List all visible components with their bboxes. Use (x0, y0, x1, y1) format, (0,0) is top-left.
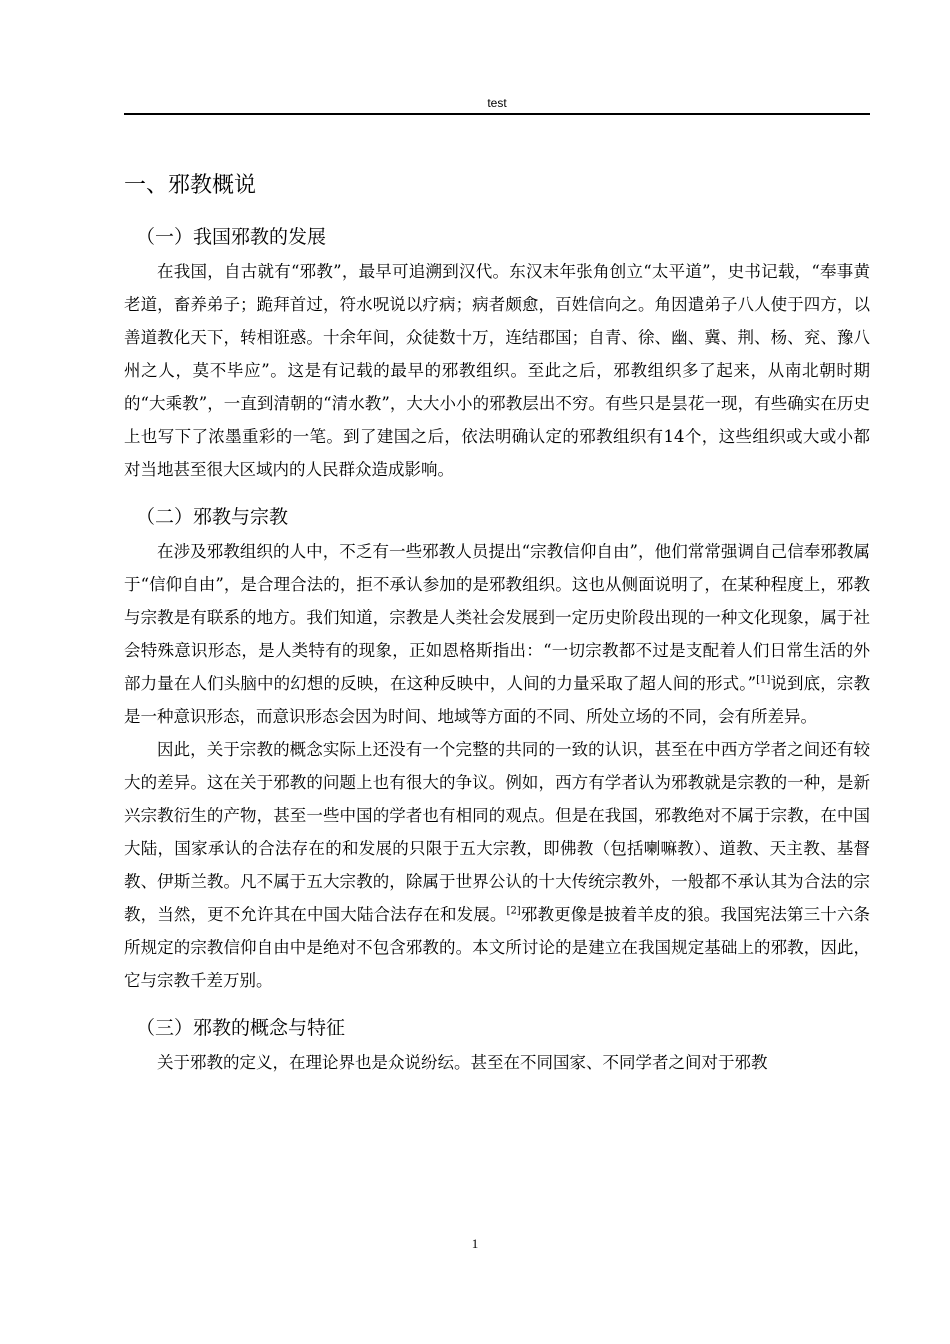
paragraph-concept: 关于邪教的定义，在理论界也是众说纷纭。甚至在不同国家、不同学者之间对于邪教 (157, 1053, 768, 1072)
footnote-ref-2[interactable]: [2] (506, 905, 521, 917)
document-body (124, 166, 870, 1079)
paragraph-text: 因此，关于宗教的概念实际上还没有一个完整的共同的一致的认识，甚至在中西方学者之间还有较大的差异。这在关于邪教的问题上也有很大的争议。例如，西方有学者认为邪教就是宗教的一种，是新兴宗教衍生的产物，甚至一些中国的学者也有相同的观点。但是在我国，邪教绝对不属于宗教，在中国大陆，国家承认的合法存在的和发展的只限于五大宗教，即佛教（包括喇嘛教）、道教、天主教、基督教、伊斯兰教。凡不属于五大宗教的，除属于世界公认的十大传统宗教外，一般都不承认其为合法的宗教，当然，更不允许其在中国大陆合法存在和发展。 (124, 740, 870, 924)
subsection-heading-development: （一）我国邪教的发展 (136, 226, 327, 248)
header-divider (124, 113, 870, 115)
section-heading: 一、邪教概说 (124, 173, 257, 198)
paragraph-religion-2 (124, 733, 870, 997)
paragraph-text: 在涉及邪教组织的人中，不乏有一些邪教人员提出“宗教信仰自由”，他们常常强调自己信奉邪教属于“信仰自由”，是合理合法的，拒不承认参加的是邪教组织。这也从侧面说明了，在某种程度上，邪教与宗教是有联系的地方。我们知道，宗教是人类社会发展到一定历史阶段出现的一种文化现象，属于社会特殊意识形态，是人类特有的现象，正如恩格斯指出：“一切宗教都不过是支配着人们日常生活的外部力量在人们头脑中的幻想的反映，在这种反映中，人间的力量采取了超人间的形式。” (124, 542, 870, 693)
footnote-ref-1[interactable]: [1] (756, 674, 771, 686)
paragraph-text: 说到底，宗教是一种意识形态，而意识形态会因为时间、地域等方面的不同、所处立场的不同，会有所差异。 (124, 674, 871, 726)
page-header-text: test (487, 96, 507, 110)
paragraph-development: 在我国，自古就有“邪教”，最早可追溯到汉代。东汉末年张角创立“太平道”，史书记载，“奉事黄老道，畜养弟子；跪拜首过，符水呪说以疗病；病者颇愈，百姓信向之。角因遣弟子八人使于四方，以善道教化天下，转相诳惑。十余年间，众徒数十万，连结郡国；自青、徐、幽、冀、荆、杨、兖、豫八州之人，莫不毕应”。这是有记载的最早的邪教组织。至此之后，邪教组织多了起来，从南北朝时期的“大乘教”，一直到清朝的“清水教”，大大小小的邪教层出不穷。有些只是昙花一现，有些确实在历史上也写下了浓墨重彩的一笔。到了建国之后，依法明确认定的邪教组织有14个，这些组织或大或小都对当地甚至很大区域内的人民群众造成影响。 (124, 262, 870, 479)
paragraph-religion-1 (124, 535, 870, 733)
subsection-heading-concept: （三）邪教的概念与特征 (136, 1017, 346, 1039)
subsection-heading-religion: （二）邪教与宗教 (136, 506, 289, 528)
paragraph-text: 邪教更像是披着羊皮的狼。我国宪法第三十六条所规定的宗教信仰自由中是绝对不包含邪教的。本文所讨论的是建立在我国规定基础上的邪教，因此，它与宗教千差万别。 (124, 905, 871, 990)
page-number: 1 (471, 1236, 479, 1251)
